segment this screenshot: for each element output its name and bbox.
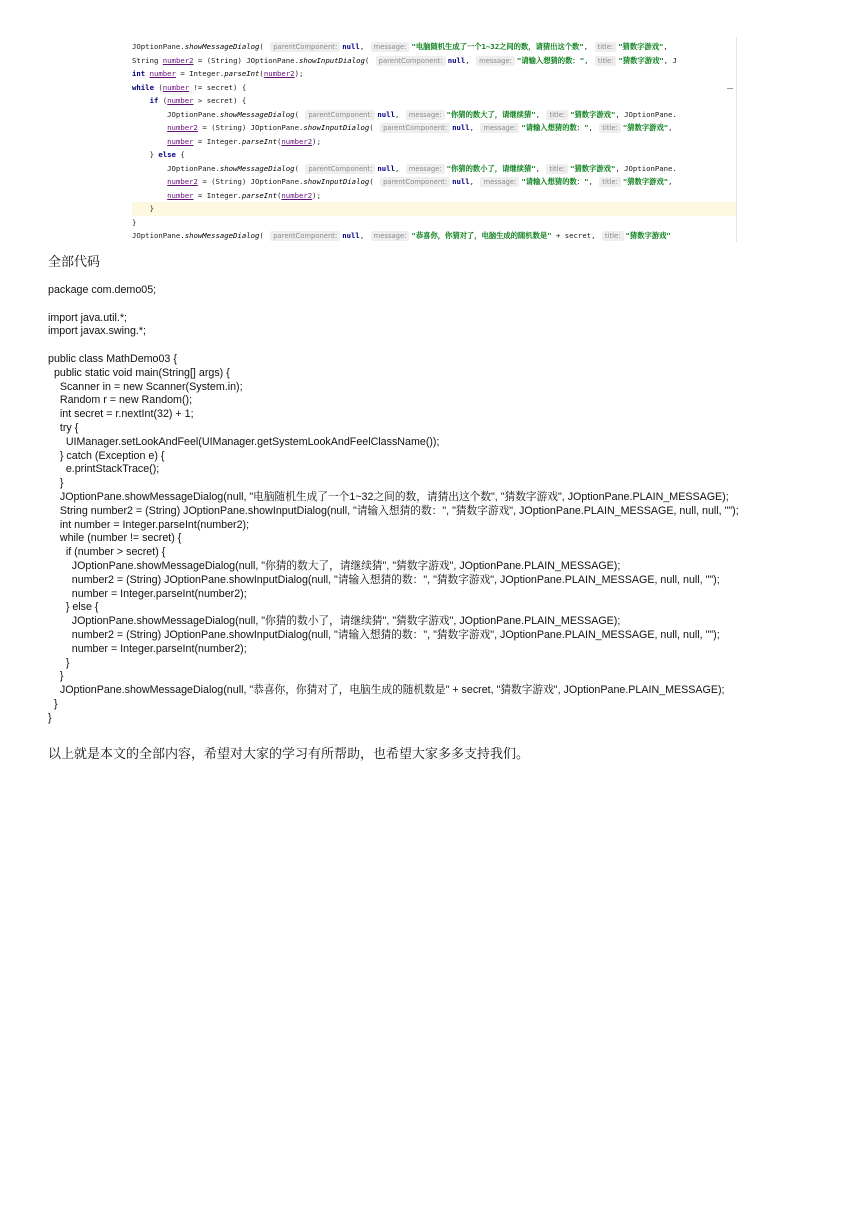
code-token: != secret) { — [189, 82, 247, 92]
section-heading: 全部代码 — [48, 255, 101, 270]
code-token: , — [465, 55, 475, 65]
code-line: } else { — [48, 601, 99, 614]
code-line: Scanner in = new Scanner(System.in); — [48, 380, 243, 393]
parameter-hint: parentComponent: — [376, 56, 446, 66]
code-token: = Integer. — [175, 69, 225, 78]
code-token: showMessageDialog — [184, 231, 260, 240]
code-token: > secret) { — [193, 96, 247, 105]
code-line: if (number > secret) { — [48, 546, 166, 559]
code-token: "电脑随机生成了一个1~32之间的数，请猜出这个数" — [411, 42, 584, 51]
code-token: ( — [369, 123, 379, 132]
code-token: null — [342, 231, 360, 240]
code-token: "请输入想猜的数：" — [521, 123, 589, 132]
code-token: ( — [364, 55, 374, 65]
code-token: null — [452, 123, 470, 132]
parameter-hint: title: — [595, 56, 617, 66]
code-listing — [48, 284, 739, 726]
code-line: int number = Integer.parseInt(number2); — [48, 518, 250, 531]
code-token: null — [447, 55, 466, 65]
code-token: number — [149, 69, 176, 78]
code-token: , — [469, 177, 479, 186]
code-token: "猜数字游戏" — [622, 123, 669, 132]
code-token: ( — [259, 42, 269, 51]
code-token: , J — [663, 55, 677, 65]
code-line: number = Integer.parseInt(number2); — [48, 587, 247, 600]
code-token: , — [663, 42, 668, 51]
code-line: JOptionPane.showMessageDialog(null, "恭喜你，你猜对了，电脑生成的随机数是" + secret, "猜数字游戏", JOptionPane.PLAIN_MESSAGE); — [48, 684, 725, 697]
code-token: ); — [294, 69, 304, 78]
code-token: number — [167, 136, 194, 146]
code-token: number2 — [167, 177, 198, 186]
code-token: , — [394, 163, 404, 173]
code-line: String number2 = (String) JOptionPane.showInputDialog(null, "请输入想猜的数：", "猜数字游戏", JOptionPane.PLAIN_MESSAGE, null, null, ""); — [48, 504, 739, 517]
code-token: int — [132, 69, 150, 78]
code-line: import java.util.*; — [48, 311, 127, 324]
code-token: showInputDialog — [303, 123, 370, 132]
code-line: } — [48, 477, 64, 490]
ide-code-line — [132, 175, 736, 189]
ide-code-line — [132, 67, 736, 81]
code-token: , — [469, 123, 479, 132]
code-token: } — [132, 204, 154, 213]
code-token: number2 — [167, 123, 198, 132]
code-token: showMessageDialog — [184, 42, 260, 51]
ide-code-line — [132, 40, 736, 54]
parameter-hint: title: — [546, 164, 568, 174]
code-token: "请输入想猜的数：" — [521, 177, 589, 186]
code-line: JOptionPane.showMessageDialog(null, "电脑随机生成了一个1~32之间的数，请猜出这个数", "猜数字游戏", JOptionPane.PLAIN_MESSAGE); — [48, 490, 729, 503]
code-token: showMessageDialog — [219, 109, 295, 119]
parameter-hint: message: — [406, 110, 445, 120]
code-line: e.printStackTrace(); — [48, 463, 160, 476]
code-token: ( — [259, 69, 264, 78]
code-token: "请输入想猜的数：" — [516, 55, 585, 65]
code-token: , — [588, 177, 598, 186]
code-token: else — [158, 150, 181, 159]
code-line: number2 = (String) JOptionPane.showInputDialog(null, "请输入想猜的数：", "猜数字游戏", JOptionPane.PLAIN_MESSAGE, null, null, ""); — [48, 573, 720, 586]
parameter-hint: message: — [480, 177, 519, 187]
code-token: } — [132, 150, 159, 159]
ide-code-line — [132, 216, 736, 230]
code-token: ( — [277, 190, 282, 200]
parameter-hint: parentComponent: — [305, 110, 375, 120]
parameter-hint: message: — [371, 42, 410, 52]
code-token: , — [359, 231, 369, 240]
code-token: JOptionPane. — [132, 42, 185, 51]
code-line — [48, 298, 739, 312]
parameter-hint: title: — [599, 123, 621, 133]
code-token: , — [535, 109, 545, 119]
code-token: { — [180, 150, 185, 159]
ide-code-line — [132, 189, 736, 203]
code-line — [48, 339, 739, 353]
code-token: "猜数字游戏" — [618, 42, 664, 51]
code-token: , — [668, 123, 673, 132]
code-line: while (number != secret) { — [48, 532, 182, 545]
code-token: = (String) JOptionPane. — [197, 123, 304, 132]
parameter-hint: message: — [480, 123, 519, 133]
code-token: , — [359, 42, 369, 51]
code-token: number — [167, 96, 194, 105]
code-token: number — [167, 190, 194, 200]
code-line: public static void main(String[] args) { — [48, 366, 230, 379]
code-token: null — [452, 177, 470, 186]
code-token: ( — [259, 231, 269, 240]
code-token: "你猜的数小了，请继续猜" — [446, 163, 536, 173]
code-token: = Integer. — [193, 190, 242, 200]
code-token: JOptionPane. — [132, 109, 220, 119]
ide-code-line — [132, 94, 736, 108]
code-line: } catch (Exception e) { — [48, 449, 165, 462]
code-token: showMessageDialog — [219, 163, 295, 173]
code-token: "你猜的数大了，请继续猜" — [446, 109, 536, 119]
code-token: if — [149, 96, 163, 105]
parameter-hint: title: — [595, 42, 617, 52]
parameter-hint: parentComponent: — [305, 164, 375, 174]
parameter-hint: parentComponent: — [380, 123, 450, 133]
code-token: number2 — [162, 55, 194, 65]
ide-code-line — [132, 148, 736, 162]
code-token: ); — [312, 136, 321, 146]
code-token: "猜数字游戏" — [625, 231, 671, 240]
code-line: number = Integer.parseInt(number2); — [48, 642, 247, 655]
ide-code-line — [132, 162, 736, 176]
code-token: ( — [369, 177, 379, 186]
code-token: "猜数字游戏" — [622, 177, 669, 186]
code-token: , — [588, 123, 598, 132]
code-token: null — [342, 42, 360, 51]
parameter-hint: title: — [599, 177, 621, 187]
ide-code-line — [132, 121, 736, 135]
code-token: ( — [162, 96, 168, 105]
code-line: int secret = r.nextInt(32) + 1; — [48, 408, 194, 421]
code-line: import javax.swing.*; — [48, 325, 147, 338]
parameter-hint: message: — [406, 164, 445, 174]
code-token: JOptionPane. — [132, 163, 220, 173]
code-token: number — [162, 82, 190, 92]
code-token: ); — [312, 190, 321, 200]
code-token: showInputDialog — [298, 55, 365, 65]
code-token — [132, 123, 167, 132]
code-line: number2 = (String) JOptionPane.showInputDialog(null, "请输入想猜的数：", "猜数字游戏", JOptionPane.PLAIN_MESSAGE, null, null, ""); — [48, 628, 720, 641]
code-token: ( — [158, 82, 163, 92]
code-token: = Integer. — [193, 136, 242, 146]
code-token: JOptionPane. — [132, 231, 185, 240]
parameter-hint: parentComponent: — [380, 177, 450, 187]
code-token: ( — [294, 109, 304, 119]
code-token: number2 — [263, 69, 295, 78]
code-line: } — [48, 656, 70, 669]
parameter-hint: parentComponent: — [270, 231, 340, 241]
code-token: showInputDialog — [303, 177, 370, 186]
code-token: , JOptionPane. — [615, 109, 677, 119]
ide-code-line — [132, 108, 736, 122]
code-token: parseInt — [241, 136, 277, 146]
code-line: } — [48, 670, 64, 683]
code-token: number2 — [281, 190, 313, 200]
code-line: JOptionPane.showMessageDialog(null, "你猜的数小了，请继续猜", "猜数字游戏", JOptionPane.PLAIN_MESSAGE); — [48, 615, 621, 628]
parameter-hint: message: — [476, 56, 515, 66]
code-token: , JOptionPane. — [615, 163, 677, 173]
ide-code-line — [132, 81, 736, 95]
ide-code-line — [132, 54, 736, 68]
code-token: String — [132, 55, 163, 65]
code-line: } — [48, 711, 52, 724]
code-token: = (String) JOptionPane. — [193, 55, 299, 65]
ide-code-line — [132, 202, 736, 216]
code-token: while — [132, 82, 159, 92]
code-token: } — [132, 217, 137, 227]
code-token: = (String) JOptionPane. — [197, 177, 304, 186]
code-token: + secret, — [551, 231, 600, 240]
code-token: , — [394, 109, 404, 119]
code-token: number2 — [281, 136, 313, 146]
ide-code-line — [132, 229, 736, 242]
closing-paragraph: 以上就是本文的全部内容，希望对大家的学习有所帮助，也希望大家多多支持我们。 — [48, 747, 530, 762]
ide-code-screenshot — [132, 37, 737, 242]
code-token — [132, 177, 167, 186]
code-token — [132, 191, 167, 200]
code-line: public class MathDemo03 { — [48, 352, 177, 365]
code-token: "猜数字游戏" — [570, 163, 616, 173]
parameter-hint: title: — [602, 231, 624, 241]
ide-code-line — [132, 135, 736, 149]
parameter-hint: message: — [371, 231, 410, 241]
code-line: package com.demo05; — [48, 284, 157, 296]
code-line: UIManager.setLookAndFeel(UIManager.getSystemLookAndFeelClassName()); — [48, 435, 440, 448]
code-token: parseInt — [241, 190, 277, 200]
parameter-hint: title: — [546, 110, 568, 120]
code-token — [132, 96, 150, 105]
code-token: , — [583, 42, 593, 51]
code-token: , — [668, 177, 673, 186]
code-line: JOptionPane.showMessageDialog(null, "你猜的数大了，请继续猜", "猜数字游戏", JOptionPane.PLAIN_MESSAGE); — [48, 559, 621, 572]
code-token: null — [377, 163, 395, 173]
code-token: , — [535, 163, 545, 173]
code-token — [132, 137, 167, 146]
code-token: , — [584, 55, 593, 65]
code-line: Random r = new Random(); — [48, 394, 193, 407]
code-token: null — [377, 109, 395, 119]
code-token: "恭喜你，你猜对了，电脑生成的随机数是" — [411, 231, 552, 240]
code-token: ( — [277, 136, 282, 146]
code-line: try { — [48, 421, 79, 434]
code-token: "猜数字游戏" — [570, 109, 616, 119]
parameter-hint: parentComponent: — [270, 42, 340, 52]
code-token: parseInt — [224, 69, 260, 78]
code-token: ( — [294, 163, 304, 173]
code-token: "猜数字游戏" — [618, 55, 664, 65]
code-line: } — [48, 697, 58, 710]
